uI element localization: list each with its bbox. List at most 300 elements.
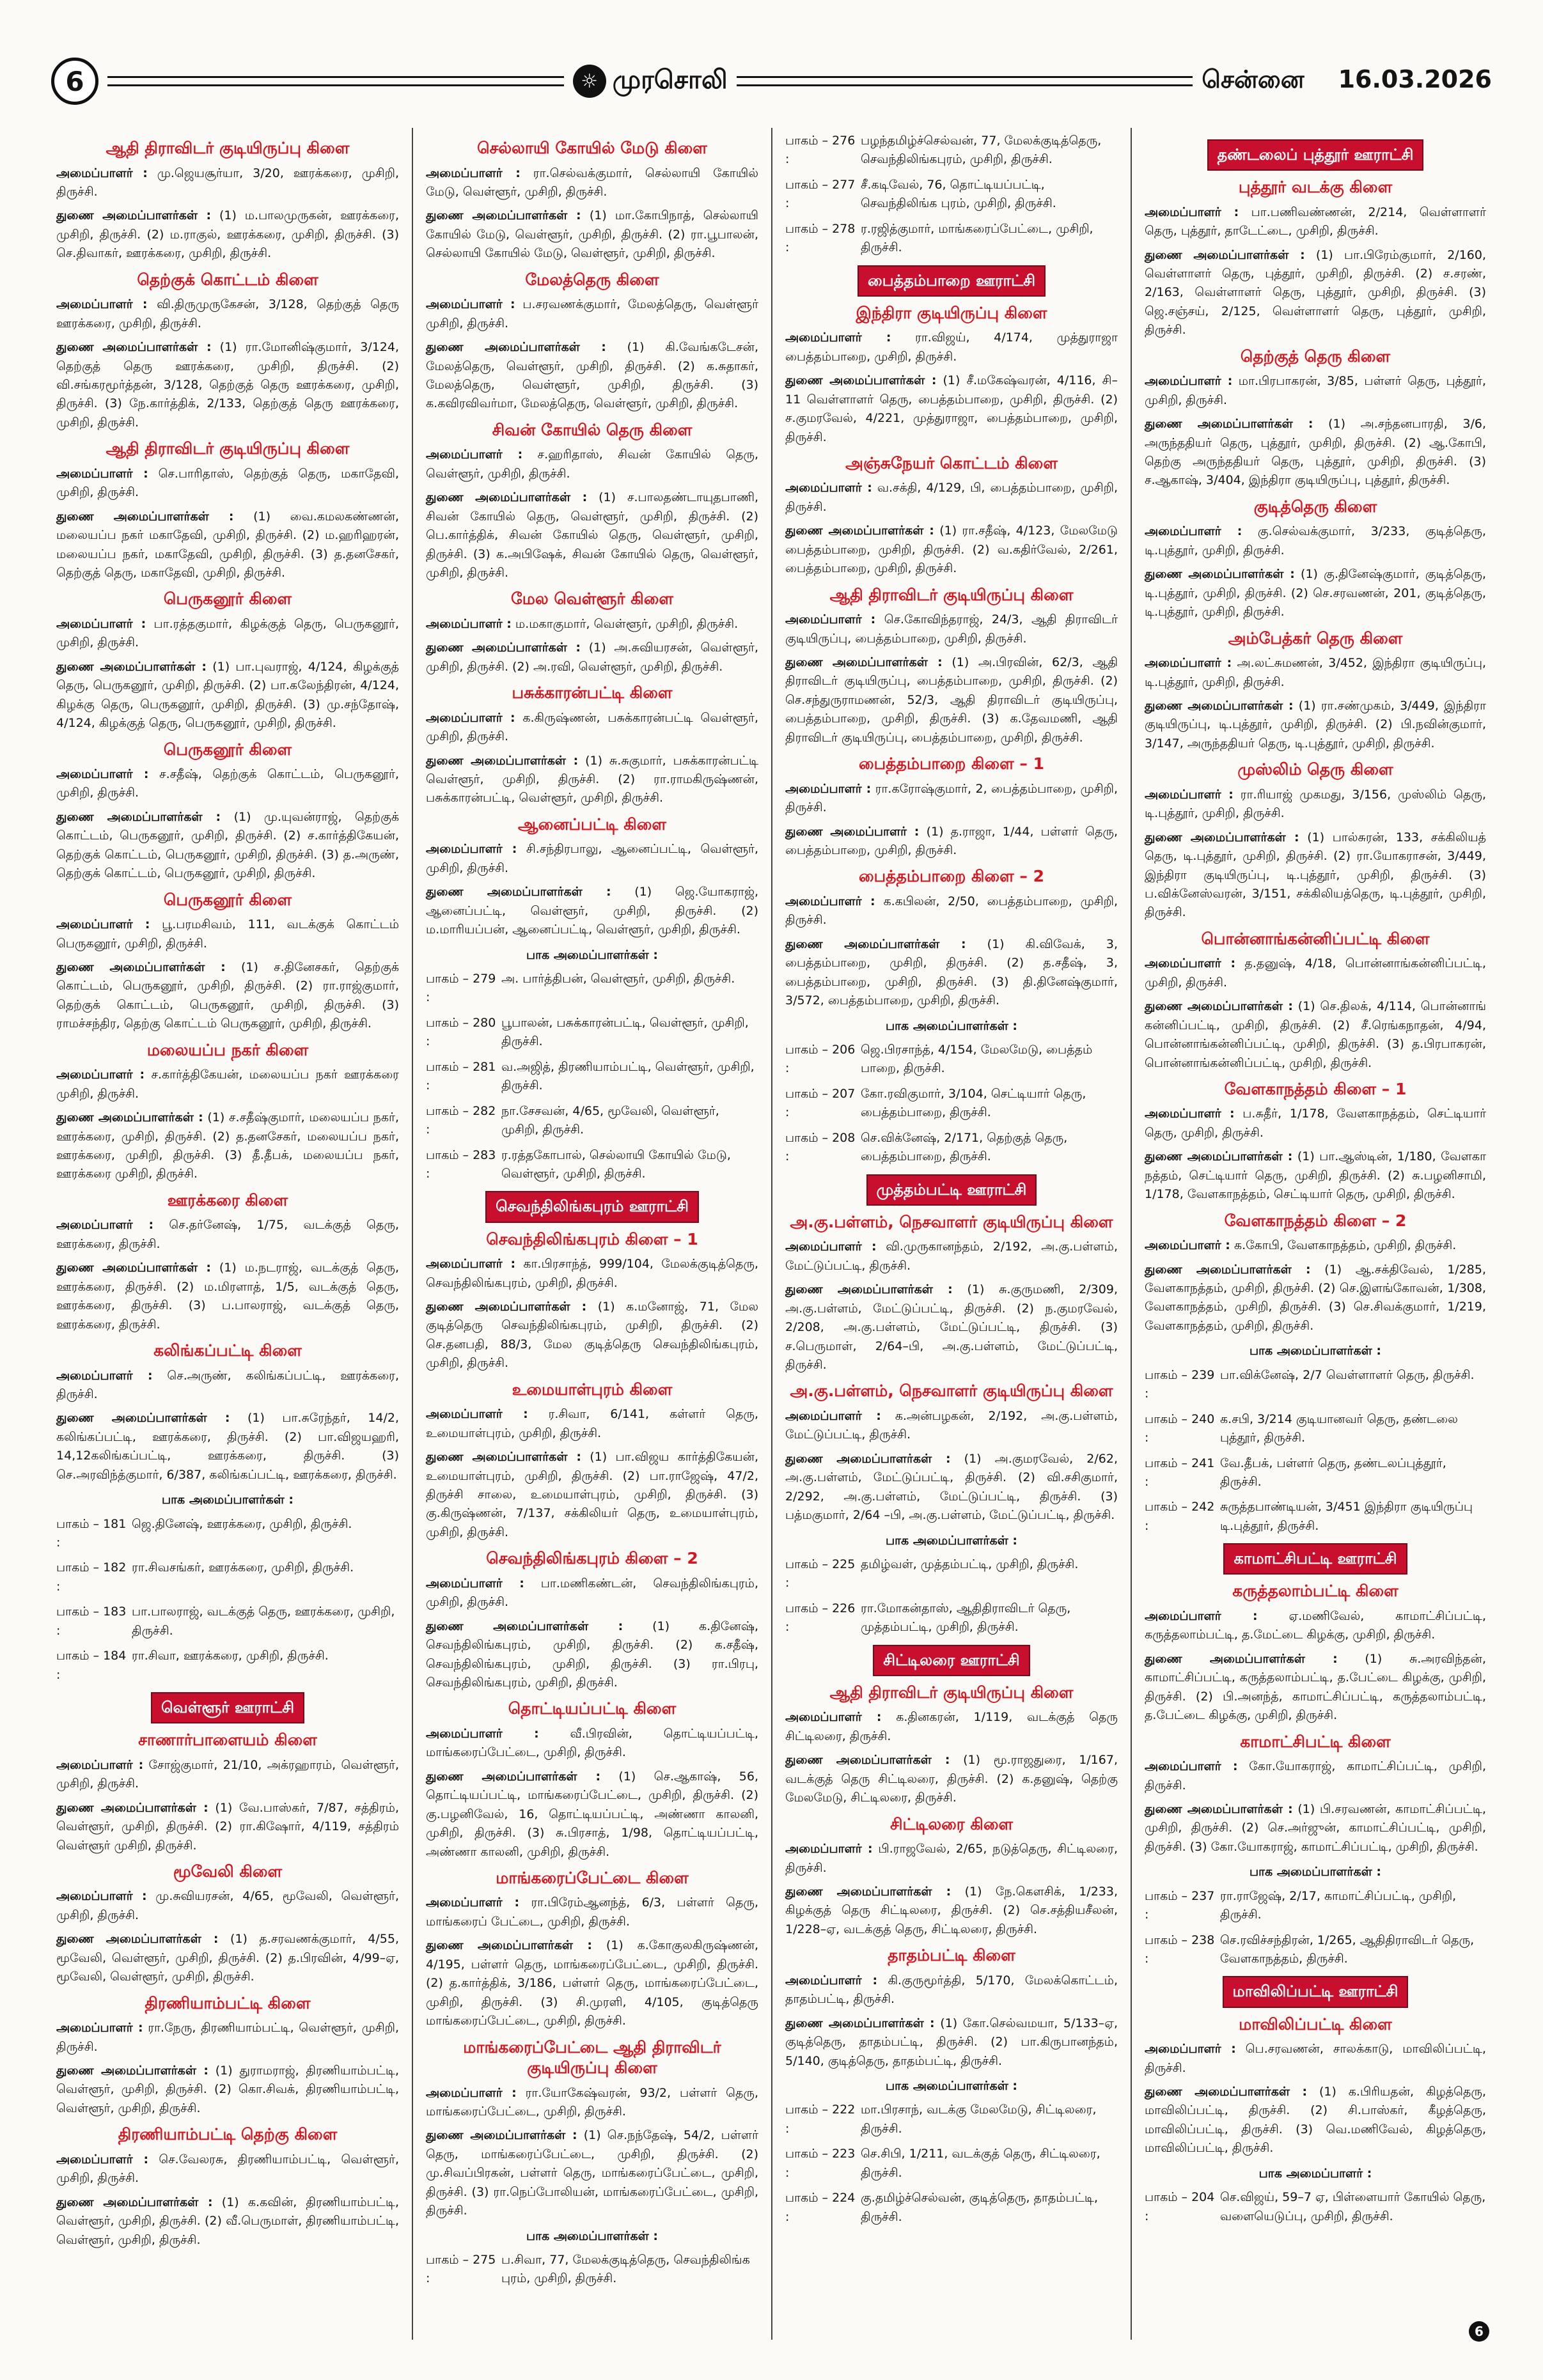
role-label: அமைப்பாளர் : (56, 166, 148, 180)
section-heading: முஸ்லிம் தெரு கிளை (1237, 760, 1393, 779)
role-label: துணை அமைப்பாளர்கள் : (1145, 247, 1305, 262)
member-details: (1) சு.குருமணி, 2/309, அ.கு.பள்ளம், மேட்டுப்பட்டி, திருச்சி. (2) ந.குமரவேல், 2/208, அ.கு.பள்ளம், மேட்டுப்பட்டி, திருச்சி. (3) ச.பெருமாள், 2/64–பி, அ.கு.பள்ளம், மேட்டுப்பட்டி, திருச்சி. (785, 1282, 1118, 1372)
office-bearer-entry (426, 1448, 758, 1542)
member-details: ரா.யோகேஷ்வரன், 93/2, பள்ளர் தெரு, மாங்கரைப்பேட்டை, முசிறி, திருச்சி. (426, 2085, 758, 2119)
section-heading: பைத்தம்பாறை கிளை – 1 (859, 754, 1044, 774)
member-details: வ.சக்தி, 4/129, பி, பைத்தம்பாறை, முசிறி, திருச்சி. (785, 481, 1118, 514)
member-details: செ.அருண், கலிங்கப்பட்டி, ஊரக்கரை, திருச்சி. (56, 1368, 400, 1401)
section-heading: கருத்தலாம்பட்டி கிளை (1232, 1582, 1398, 1601)
role-label: அமைப்பாளர் : (426, 447, 523, 462)
booth-number: பாகம் – 280 : (426, 1015, 496, 1049)
booth-entry (785, 1129, 1118, 1167)
section-heading: ஆனைப்பட்டி கிளை (518, 814, 666, 834)
role-label: அமைப்பாளர் : (426, 297, 515, 312)
office-bearer-entry (785, 371, 1118, 447)
section-heading: குடித்தெரு கிளை (1253, 497, 1377, 516)
panchayat-banner-label: வெள்ளூர் ஊராட்சி (151, 1692, 304, 1723)
member-details: (1) வை.கமலகண்ணன், மலையப்ப நகர் மகாதேவி, முசிறி, திருச்சி. (2) ம.ஹரிஹரன், மலையப்ப நகர், மகாதேவி, முசிறி, திருச்சி. (3) த.தனசேகர், தெற்குத் தெரு, மகாதேவி, முசிறி, திருச்சி. (56, 509, 399, 580)
role-label: அமைப்பாளர் : (1145, 2042, 1236, 2057)
panchayat-banner-label: பைத்தம்பாறை ஊராட்சி (858, 265, 1046, 297)
office-bearer-entry (56, 958, 399, 1034)
office-bearer-entry (1145, 1261, 1486, 1336)
role-label: துணை அமைப்பாளர்கள் : (785, 1282, 953, 1297)
office-bearer-entry (1145, 565, 1486, 621)
member-details: செ.பாரிதாஸ், தெற்குத் தெரு, மகாதேவி, முசிறி, திருச்சி. (56, 466, 399, 500)
member-details: (1) அ.பிரவின், 62/3, ஆதி திராவிடர் குடியிருப்பு, பைத்தம்பாறை, முசிறி, திருச்சி. (2) செ.சந்துருராமணன், 52/3, ஆதி திராவிடர் குடியிருப்பு, பைத்தம்பாறை, முசிறி, திருச்சி. (3) க.தேவமணி, ஆதி திராவிடர் குடியிருப்பு, பைத்தம்பாறை, முசிறி, திருச்சி. (785, 655, 1118, 745)
member-details: (1) மூ.ராஜதுரை, 1/167, வடக்குத் தெரு சிட்டிலரை, திருச்சி. (2) க.தனுஷ், தெற்கு மேலமேடு, சிட்டிலரை, திருச்சி. (785, 1753, 1118, 1805)
role-label: துணை அமைப்பாளர்கள் : (56, 1932, 219, 1947)
member-details: அ.லட்சுமணன், 3/452, இந்திரா குடியிருப்பு, டி.புத்தூர், முசிறி, திருச்சி. (1145, 656, 1486, 689)
office-bearer-entry (785, 1708, 1118, 1746)
section-heading: வேளகாநத்தம் கிளை – 2 (1224, 1211, 1407, 1230)
booth-number: பாகம் – 240 : (1145, 1412, 1215, 1445)
member-details: (1) செ.திலக், 4/114, பொன்னாங் கன்னிப்பட்டி, முசிறி, திருச்சி. (2) சீ.ரெங்கநாதன், 4/94, பொன்னாங்கன்னிப்பட்டி, முசிறி, திருச்சி. (3) த.பிரபாகரன், பொன்னாங்கன்னிப்பட்டி, முசிறி, திருச்சி. (1145, 999, 1487, 1070)
role-label: அமைப்பாளர் : (1145, 374, 1233, 389)
booth-entry (1145, 1887, 1486, 1925)
booth-number: பாகம் – 204 : (1145, 2190, 1215, 2223)
role-label: துணை அமைப்பாளர்கள் : (426, 641, 581, 655)
section-heading: ஆதி திராவிடர் குடியிருப்பு கிளை (106, 139, 350, 157)
office-bearer-entry (426, 1575, 758, 1612)
booth-entry (785, 2101, 1118, 2138)
office-bearer-entry (426, 1255, 758, 1293)
booth-number: பாகம் – 226 : (785, 1601, 856, 1635)
member-details: கோ.யோகராஜ், காமாட்சிப்பட்டி, முசிறி, திருச்சி. (1145, 1759, 1487, 1793)
role-label: அமைப்பாளர் : (785, 1408, 881, 1423)
member-details: (1) ச.சதீஷ்குமார், மலையப்ப நகர், ஊரக்கரை, முசிறி, திருச்சி. (2) த.தனசேகர், மலையப்ப நகர், ஊரக்கரை, முசிறி, திருச்சி. (3) தீ.தீபக், மலையப்ப நகர், ஊரக்கரை முசிறி, திருச்சி. (56, 1110, 399, 1181)
member-details: க.கோபி, வேளகாநத்தம், முசிறி, திருச்சி. (1234, 1238, 1457, 1253)
booth-entry (1145, 1366, 1486, 1404)
booth-entry (785, 176, 1118, 214)
role-label: துணை அமைப்பாளர்கள் : (56, 809, 221, 824)
section-heading: மாங்கரைப்பேட்டை கிளை (496, 1868, 689, 1887)
member-details: வி.திருமுருகேசன், 3/128, தெற்குத் தெரு ஊரக்கரை, முசிறி, திருச்சி. (56, 297, 399, 331)
office-bearer-entry (56, 2193, 399, 2250)
office-bearer-entry (1145, 1757, 1486, 1795)
masthead-rule-left (107, 76, 564, 86)
subheading: பாக அமைப்பாளர்கள் : (1249, 1865, 1381, 1879)
office-bearer-entry (426, 709, 758, 747)
section-heading: மலையப்ப நகர் கிளை (146, 1040, 309, 1059)
booth-agent: கு.தமிழ்ச்செல்வன், குடித்தெரு, தாதம்பட்டி, திருச்சி. (861, 2191, 1098, 2224)
section-heading: கலிங்கப்பட்டி கிளை (153, 1341, 302, 1360)
role-label: துணை அமைப்பாளர்கள் : (56, 340, 212, 355)
member-details: ரா.செல்வக்குமார், செல்லாயி கோயில் மேடு, வெள்ளூர், முசிறி, திருச்சி. (426, 166, 759, 199)
office-bearer-entry (56, 615, 399, 653)
section-heading: ஊரக்கரை கிளை (167, 1190, 288, 1209)
booth-agent: பா.விக்னேஷ், 2/7 வெள்ளாளர் தெரு, திருச்சி. (1220, 1367, 1475, 1382)
booth-entry (426, 1102, 758, 1140)
section-heading: ஆதி திராவிடர் குடியிருப்பு கிளை (106, 439, 350, 458)
booth-entry (426, 1146, 758, 1184)
role-label: அமைப்பாளர் : (1145, 1107, 1235, 1121)
role-label: அமைப்பாளர் : (56, 466, 148, 481)
member-details: (1) பி.சரவணன், காமாட்சிப்பட்டி, முசிறி, திருச்சி. (2) செ.அர்ஜுன், காமாட்சிப்பட்டி, முசிறி, திருச்சி. (3) கோ.யோகராஜ், காமாட்சிப்பட்டி, முசிறி, திருச்சி. (1145, 1801, 1486, 1854)
booth-agent: பூபாலன், பசுக்காரன்பட்டி, வெள்ளூர், முசிறி, திருச்சி. (501, 1015, 749, 1049)
office-bearer-entry (1145, 697, 1486, 753)
office-bearer-entry (785, 329, 1118, 366)
article-columns (52, 128, 1493, 2340)
paper-logo (573, 65, 728, 98)
office-bearer-entry (785, 479, 1118, 517)
role-label: அமைப்பாளர் : (426, 166, 521, 180)
role-label: அமைப்பாளர் : (56, 2152, 149, 2166)
member-details: (1) ஆ.சக்திவேல், 1/285, வேளகாநத்தம், முசிறி, திருச்சி. (2) செ.இளங்கோவன், 1/308, வேளகாநத்தம், முசிறி, திருச்சி. (3) செ.சிவக்குமார், 1/219, வேளகாநத்தம், முசிறி, திருச்சி. (1145, 1262, 1486, 1333)
office-bearer-entry (785, 611, 1118, 648)
office-bearer-entry (426, 164, 758, 202)
booth-number: பாகம் – 207 : (785, 1086, 856, 1120)
section-heading: திரணியாம்பட்டி தெற்கு கிளை (118, 2125, 338, 2144)
role-label: அமைப்பாளர் : (56, 1368, 153, 1383)
booth-number: பாகம் – 225 : (785, 1557, 856, 1591)
role-label: துணை அமைப்பாளர்கள் : (426, 1769, 601, 1784)
office-bearer-entry (1145, 2040, 1486, 2078)
member-details: ரா.ரியாஜ் முகமது, 3/156, முஸ்லிம் தெரு, டி.புத்தூர், முசிறி, திருச்சி. (1145, 787, 1487, 821)
role-label: துணை அமைப்பாளர்கள் : (1145, 999, 1293, 1014)
member-details: சோஜ்குமார், 21/10, அக்ரஹாரம், வெள்ளூர், முசிறி, திருச்சி. (56, 1757, 399, 1791)
office-bearer-entry (426, 338, 758, 414)
role-label: துணை அமைப்பாளர்கள் : (56, 2064, 208, 2078)
booth-number: பாகம் – 281 : (426, 1059, 496, 1093)
member-details: (1) ரா.மோனிஷ்குமார், 3/124, தெற்குத் தெரு ஊரக்கரை, முசிறி, திருச்சி. (2) வி.சங்கரமூர்த்தன், 3/128, தெற்குத் தெரு ஊரக்கரை, முசிறி, திருச்சி. (3) நே.கார்த்திக், 2/133, தெற்குத் தெரு ஊரக்கரை, முசிறி, திருச்சி. (56, 340, 399, 430)
office-bearer-entry (426, 295, 758, 333)
office-bearer-entry (56, 1409, 399, 1484)
member-details: க.அன்பழகன், 2/192, அ.கு.பள்ளம், மேட்டுப்பட்டி, திருச்சி. (785, 1408, 1118, 1442)
section-heading: பைத்தம்பாறை கிளை – 2 (859, 867, 1044, 886)
office-bearer-entry (426, 1298, 758, 1373)
member-details: ரா.கரோஷ்குமார், 2, பைத்தம்பாறை, முசிறி, திருச்சி. (785, 781, 1118, 815)
section-heading: செல்லாயி கோயில் மேடு கிளை (477, 139, 707, 157)
booth-agent: ரா.ராஜேஷ், 2/17, காமாட்சிப்பட்டி, முசிறி, திருச்சி. (1220, 1888, 1457, 1922)
role-label: அமைப்பாளர் : (56, 616, 146, 631)
role-label: துணை அமைப்பாளர்கள் : (56, 509, 234, 524)
role-label: துணை அமைப்பாளர்கள் : (785, 524, 934, 538)
role-label: அமைப்பாளர் : (1145, 956, 1236, 971)
booth-number: பாகம் – 206 : (785, 1043, 856, 1076)
role-label: துணை அமைப்பாளர்கள் : (56, 1110, 203, 1125)
role-label: துணை அமைப்பாளர்கள் : (426, 753, 579, 768)
booth-number: பாகம் – 242 : (1145, 1500, 1215, 1533)
office-bearer-entry (785, 1972, 1118, 2009)
role-label: துணை அமைப்பாளர்கள் : (785, 1884, 952, 1899)
role-label: அமைப்பாளர் : (56, 1757, 144, 1772)
office-bearer-entry (785, 2014, 1118, 2071)
booth-entry (426, 1014, 758, 1052)
masthead-rule-right (737, 76, 1193, 86)
booth-number: பாகம் – 283 : (426, 1147, 496, 1181)
rising-sun-icon: ☼ (573, 65, 606, 98)
member-details: (1) அ.சந்தனபாரதி, 3/6, அருந்ததியர் தெரு, புத்தூர், முசிறி, திருச்சி. (2) ஆ.கோபி, தெற்கு அருந்ததியர் தெரு, புத்தூர், முசிறி, திருச்சி. (3) ச.ஆகாஷ், 3/404, இந்திரா குடியிருப்பு, புத்தூர், திருச்சி. (1145, 417, 1486, 488)
footer-page-number: 6 (1469, 2321, 1489, 2342)
role-label: அமைப்பாளர் : (426, 2085, 517, 2100)
office-bearer-entry (426, 1617, 758, 1693)
office-bearer-entry (56, 164, 399, 202)
office-bearer-entry (1145, 1800, 1486, 1856)
member-details: செ.கோவிந்தராஜ், 24/3, ஆதி திராவிடர் குடியிருப்பு, பைத்தம்பாறை, முசிறி, திருச்சி. (785, 612, 1118, 646)
office-bearer-entry (426, 2084, 758, 2122)
office-bearer-entry (426, 615, 758, 634)
booth-agent: வே.தீபக், பள்ளர் தெரு, தண்டலப்புத்தூர், திருச்சி. (1220, 1456, 1446, 1489)
member-details: (1) க.தினேஷ், செவந்திலிங்கபுரம், முசிறி, திருச்சி. (2) க.சதீஷ், செவந்திலிங்கபுரம், முசிறி, திருச்சி. (3) ரா.பிரபு, செவந்திலிங்கபுரம், முசிறி, திருச்சி. (426, 1619, 759, 1690)
section-heading: தெற்குக் கொட்டம் கிளை (137, 270, 318, 289)
office-bearer-entry (785, 1238, 1118, 1275)
office-bearer-entry (56, 465, 399, 502)
booth-agent: செ.ரவிச்சந்திரன், 1/265, ஆதிதிராவிடர் தெரு, வேளகாநத்தம், திருச்சி. (1220, 1933, 1475, 1966)
office-bearer-entry (1145, 1147, 1486, 1204)
role-label: துணை அமைப்பாளர்கள் : (426, 1619, 623, 1633)
role-label: துணை அமைப்பாளர்கள் : (426, 1299, 587, 1314)
office-bearer-entry (426, 488, 758, 582)
role-label: துணை அமைப்பாளர்கள் : (426, 1450, 581, 1465)
section-heading: அ.கு.பள்ளம், நெசவாளர் குடியிருப்பு கிளை (790, 1212, 1113, 1231)
role-label: அமைப்பாளர் : (426, 1576, 524, 1591)
booth-agent: செ.விஜய், 59–7 ஏ, பிள்ளையார் கோயில் தெரு, வளையெடுப்பு, முசிறி, திருச்சி. (1220, 2190, 1486, 2223)
office-bearer-entry (426, 446, 758, 483)
section-heading: பெருகனூர் கிளை (163, 740, 292, 759)
role-label: துணை அமைப்பாளர்கள் : (56, 2195, 213, 2209)
office-bearer-entry (56, 915, 399, 953)
masthead (51, 59, 1492, 104)
member-details: (1) ம.நடராஜ், வடக்குத் தெரு, ஊரக்கரை, திருச்சி. (2) ம.மிரளாத், 1/5, வடக்குத் தெரு, ஊரக்கரை, திருச்சி. (3) ப.பாலராஜ், வடக்குத் தெரு, ஊரக்கரை, திருச்சி. (56, 1261, 399, 1332)
booth-entry (426, 2251, 758, 2289)
booth-number: பாகம் – 241 : (1145, 1456, 1215, 1489)
section-heading: தொட்டியப்பட்டி கிளை (508, 1699, 677, 1718)
panchayat-banner (785, 265, 1118, 297)
member-details: (1) கோ.செல்வமயா, 5/133–ஏ, குடித்தெரு, தாதம்பட்டி, திருச்சி. (2) பா.கிருபானந்தம், 5/140, குடித்தெரு, தாதம்பட்டி, திருச்சி. (785, 2016, 1118, 2068)
booth-agent: மா.பிரசாந், வடக்கு மேலமேடு, சிட்டிலரை, திருச்சி. (861, 2103, 1097, 2136)
member-details: (1) நே.கௌசிக், 1/233, கிழக்குத் தெரு சிட்டிலரை, திருச்சி. (2) செ.சத்தியசீலன், 1/228–ஏ, வடக்குத் தெரு, சிட்டிலரை, திருச்சி. (785, 1884, 1118, 1936)
role-label: அமைப்பாளர் : (426, 842, 517, 857)
member-details: பி.ராஜவேல், 2/65, நடுத்தெரு, சிட்டிலரை, திருச்சி. (785, 1842, 1118, 1875)
booth-entry (56, 1515, 399, 1553)
member-details: த.தனுஷ், 4/18, பொன்னாங்கன்னிப்பட்டி, முசிறி, திருச்சி. (1145, 956, 1486, 990)
office-bearer-entry (56, 1799, 399, 1855)
role-label: துணை அமைப்பாளர்கள் : (426, 2128, 577, 2143)
role-label: அமைப்பாளர் : (1145, 787, 1234, 802)
office-bearer-entry (785, 1840, 1118, 1878)
member-details: கி.குருமூர்த்தி, 5/170, மேலக்கொட்டம், தாதம்பட்டி, திருச்சி. (785, 1973, 1118, 2007)
role-label: துணை அமைப்பாளர்கள் : (56, 1411, 230, 1426)
booth-agent: செ.சிபி, 1/211, வடக்குத் தெரு, சிட்டிலரை, திருச்சி. (861, 2147, 1100, 2180)
role-label: அமைப்பாளர் : (785, 1710, 882, 1725)
office-bearer-entry (1145, 522, 1486, 560)
office-bearer-entry (56, 508, 399, 583)
member-details: (1) கி.விவேக், 3, பைத்தம்பாறை, முசிறி, திருச்சி. (2) த.சதீஷ், 3, பைத்தம்பாறை, முசிறி, திருச்சி. (3) தி.தினேஷ்குமார், 3/572, பைத்தம்பாறை, முசிறி, திருச்சி. (785, 937, 1118, 1008)
office-bearer-entry (785, 823, 1118, 860)
member-details: (1) சு.சுகுமார், பசுக்காரன்பட்டி வெள்ளூர், முசிறி, திருச்சி. (2) ரா.ராமகிருஷ்ணன், பசுக்காரன்பட்டி, வெள்ளூர், முசிறி, திருச்சி. (426, 753, 759, 805)
member-details: சி.சந்திரபாலு, ஆனைப்பட்டி, வெள்ளூர், முசிறி, திருச்சி. (426, 842, 759, 875)
office-bearer-entry (1145, 954, 1486, 992)
role-label: துணை அமைப்பாளர்கள் : (56, 1261, 212, 1275)
office-bearer-entry (785, 892, 1118, 930)
role-label: துணை அமைப்பாளர்கள் : (1145, 2085, 1308, 2099)
member-details: செ.வேலரசு, திரணியாம்பட்டி, வெள்ளூர், முசிறி, திருச்சி. (56, 2152, 399, 2186)
booth-entry (56, 1559, 399, 1596)
office-bearer-entry (56, 765, 399, 803)
section-heading: மேலத்தெரு கிளை (525, 270, 659, 289)
paper-name: முரசொலி (612, 65, 728, 95)
role-label: அமைப்பாளர் : (1145, 524, 1242, 539)
booth-number: பாகம் – 275 : (426, 2253, 496, 2286)
role-label: அமைப்பாளர் : (426, 1407, 528, 1422)
booth-agent: ஜெ.தினேஷ், ஊரக்கரை, முசிறி, திருச்சி. (132, 1516, 352, 1531)
role-label: அமைப்பாளர் : (56, 917, 150, 932)
booth-entry (785, 1085, 1118, 1123)
section-heading: பெருகனூர் கிளை (163, 589, 292, 609)
member-details: (1) பா.புவராஜ், 4/124, கிழக்குத் தெரு, பெருகனூர், முசிறி, திருச்சி. (2) பா.கலேந்திரன், 4/124, கிழக்கு தெரு, பெருகனூர், முசிறி, திருச்சி. (3) மு.சந்தோஷ், 4/124, கிழக்குத் தெரு, பெருகனூர், முசிறி, திருச்சி. (56, 659, 400, 731)
booth-agent: செ.விக்னேஷ், 2/171, தெற்குத் தெரு, பைத்தம்பாறை, திருச்சி. (861, 1130, 1068, 1164)
section-heading: ஆதி திராவிடர் குடியிருப்பு கிளை (829, 585, 1074, 604)
booth-entry (1145, 2188, 1486, 2226)
booth-agent: பா.பாலராஜ், வடக்குத் தெரு, ஊரக்கரை, முசிறி, திருச்சி. (132, 1605, 395, 1638)
role-label: அமைப்பாளர் : (1145, 656, 1232, 671)
booth-entry (56, 1603, 399, 1640)
member-details: க.கிருஷ்ணன், பசுக்காரன்பட்டி வெள்ளூர், முசிறி, திருச்சி. (426, 710, 758, 744)
role-label: அமைப்பாளர் : (785, 1842, 873, 1856)
member-details: (1) சு.அரவிந்தன், காமாட்சிப்பட்டி, கருத்தலாம்பட்டி, த.பேட்டை கிழக்கு, முசிறி, திருச்சி. (2) பி.அனந்த், காமாட்சிப்பட்டி, கருத்தலாம்பட்டி, த.பேட்டை கிழக்கு, முசிறி, திருச்சி. (1145, 1651, 1486, 1723)
office-bearer-entry (426, 1936, 758, 2030)
member-details: மா.பிரபாகரன், 3/85, பள்ளர் தெரு, புத்தூர், முசிறி, திருச்சி. (1145, 374, 1486, 407)
role-label: அமைப்பாளர் : (785, 481, 872, 495)
panchayat-banner-label: செவந்திலிங்கபுரம் ஊராட்சி (485, 1191, 699, 1222)
office-bearer-entry (785, 653, 1118, 747)
role-label: துணை அமைப்பாளர்கள் : (426, 1938, 593, 1953)
role-label: அமைப்பாளர் : (785, 894, 875, 908)
office-bearer-entry (426, 206, 758, 263)
role-label: அமைப்பாளர் : (785, 781, 872, 796)
member-details: க.கபிலன், 2/50, பைத்தம்பாறை, முசிறி, திருச்சி. (785, 894, 1118, 928)
member-details: ரா.நேரு, திரணியாம்பட்டி, வெள்ளூர், முசிறி, திருச்சி. (56, 2021, 399, 2054)
office-bearer-entry (426, 883, 758, 939)
office-bearer-entry (56, 295, 399, 333)
booth-entry (1145, 1454, 1486, 1492)
panchayat-banner (785, 1174, 1118, 1206)
office-bearer-entry (426, 1405, 758, 1443)
office-bearer-entry (56, 808, 399, 883)
dateline (1202, 65, 1492, 97)
section-heading: மாவிலிப்பட்டி கிளை (1239, 2014, 1392, 2034)
member-details: (1) கி.வேங்கடேசன், மேலத்தெரு, வெள்ளூர், முசிறி, திருச்சி. (2) க.சுதாகர், மேலத்தெரு, வெள்ளூர், முசிறி, திருச்சி. (3) க.கவிரவிவர்மா, மேலத்தெரு, வெள்ளூர், முசிறி, திருச்சி. (426, 340, 758, 411)
section-heading: சிட்டிலரை கிளை (889, 1814, 1014, 1833)
booth-number: பாகம் – 282 : (426, 1103, 496, 1137)
role-label: துணை அமைப்பாளர்கள் : (56, 659, 207, 674)
member-details: (1) த.சரவணக்குமார், 4/55, மூவேலி, வெள்ளூர், முசிறி, திருச்சி. (2) த.பிரவின், 4/99–ஏ, மூவேலி, வெள்ளூர், முசிறி, திருச்சி. (56, 1932, 399, 1984)
section-heading: உமையாள்புரம் கிளை (512, 1380, 673, 1399)
section-heading: பெருகனூர் கிளை (163, 890, 292, 909)
section-heading: ஆதி திராவிடர் குடியிருப்பு கிளை (829, 1683, 1074, 1702)
section-heading: பசுக்காரன்பட்டி கிளை (512, 683, 673, 703)
role-label: துணை அமைப்பாளர்கள் : (426, 208, 581, 223)
role-label: அமைப்பாளர் : (426, 1726, 539, 1741)
role-label: துணை அமைப்பாளர்கள் : (426, 885, 611, 899)
member-details: (1) சீ.மகேஷ்வரன், 4/116, சி–11 வெள்ளாளர் தெரு, பைத்தம்பாறை, முசிறி, திருச்சி. (2) ச.குமரவேல், 4/221, முத்துராஜா, பைத்தம்பாறை, முசிறி, திருச்சி. (785, 373, 1118, 444)
booth-number: பாகம் – 184 : (56, 1649, 127, 1682)
section-heading: சிவன் கோயில் தெரு கிளை (492, 420, 693, 439)
member-details: பா.மணிகண்டன், செவந்திலிங்கபுரம், முசிறி, திருச்சி. (426, 1576, 758, 1610)
office-bearer-entry (56, 1259, 399, 1334)
role-label: அமைப்பாளர் : (56, 1889, 147, 1904)
office-bearer-entry (1145, 1650, 1486, 1725)
office-bearer-entry (785, 1751, 1118, 1807)
member-details: மு.சுவியரசன், 4/65, மூவேலி, வெள்ளூர், முசிறி, திருச்சி. (56, 1889, 399, 1922)
member-details: வி.முருகானந்தம், 2/192, அ.கு.பள்ளம், மேட்டுப்பட்டி, திருச்சி. (785, 1240, 1118, 1273)
column-3 (771, 128, 1131, 2340)
office-bearer-entry (785, 780, 1118, 818)
booth-agent: சுருத்தபாண்டியன், 3/451 இந்திரா குடியிருப்பு டி.புத்தூர், திருச்சி. (1220, 1500, 1473, 1533)
role-label: துணை அமைப்பாளர்கள் : (1145, 1801, 1293, 1816)
office-bearer-entry (56, 338, 399, 432)
role-label: துணை அமைப்பாளர்கள் : (785, 655, 943, 669)
office-bearer-entry (56, 1930, 399, 1986)
booth-number: பாகம் – 239 : (1145, 1367, 1215, 1401)
panchayat-banner-label: காமாட்சிபட்டி ஊராட்சி (1223, 1543, 1407, 1575)
member-details: (1) க.கவின், திரணியாம்பட்டி, வெள்ளூர், முசிறி, திருச்சி. (2) வீ.பெருமாள், திரணியாம்பட்டி, வெள்ளூர், முசிறி, திருச்சி. (56, 2195, 399, 2247)
office-bearer-entry (56, 2151, 399, 2188)
section-heading: அ.கு.பள்ளம், நெசவாளர் குடியிருப்பு கிளை (790, 1381, 1113, 1401)
section-heading: அஞ்சுநேயர் கொட்டம் கிளை (845, 453, 1058, 472)
member-details: செ.தர்னேஷ், 1/75, வடக்குத் தெரு, ஊரக்கரை, திருச்சி. (56, 1218, 399, 1251)
member-details: பா.பணிவண்ணன், 2/214, வெள்ளாளர் தெரு, புத்தூர், தாடேட்டை, முசிறி, திருச்சி. (1145, 205, 1486, 238)
office-bearer-entry (1145, 246, 1486, 340)
role-label: துணை அமைப்பாளர்கள் : (56, 1800, 208, 1815)
booth-agent: சீ.கடிவேல், 76, தொட்டியப்பட்டி, செவந்திலிங்க புரம், முசிறி, திருச்சி. (861, 177, 1056, 211)
booth-agent: ரா.மோகன்தாஸ், ஆதிதிராவிடர் தெரு, முத்தம்பட்டி, முசிறி, திருச்சி. (861, 1601, 1071, 1635)
role-label: துணை அமைப்பாளர்கள் : (1145, 830, 1299, 844)
section-heading: இந்திரா குடியிருப்பு கிளை (856, 303, 1047, 322)
booth-number: பாகம் – 182 : (56, 1560, 127, 1594)
role-label: துணை அமைப்பாளர்கள் : (785, 937, 966, 951)
booth-number: பாகம் – 278 : (785, 221, 856, 255)
role-label: துணை அமைப்பாளர்கள் : (1145, 417, 1313, 432)
role-label: துணை அமைப்பாளர்கள் : (785, 1753, 950, 1768)
booth-entry (785, 1599, 1118, 1637)
member-details: ம.மகாகுமார், வெள்ளூர், முசிறி, திருச்சி. (515, 616, 739, 631)
member-details: ரா.பிரேம்ஆனந்த், 6/3, பள்ளர் தெரு, மாங்கரைப் பேட்டை, முசிறி, திருச்சி. (426, 1895, 758, 1929)
office-bearer-entry (56, 1216, 399, 1254)
role-label: துணை அமைப்பாளர்கள் : (1145, 567, 1295, 582)
office-bearer-entry (785, 1883, 1118, 1939)
panchayat-banner (1145, 1976, 1486, 2007)
role-label: துணை அமைப்பாளர்கள் : (426, 340, 606, 355)
member-details: (1) ச.தினேசகர், தெற்குக் கொட்டம், பெருகனூர், முசிறி, திருச்சி. (2) ரா.ராஜ்குமார், தெற்குக் கொட்டம், பெருகனூர், முசிறி, திருச்சி. (3) ராமச்சந்திர, தெற்கு கொட்டம் பெருகனூர், முசிறி, திருச்சி. (56, 960, 399, 1031)
section-heading: மாங்கரைப்பேட்டை ஆதி திராவிடர் குடியிருப்பு கிளை (463, 2037, 721, 2077)
panchayat-banner-label: சிட்டிலரை ஊராட்சி (873, 1645, 1030, 1676)
booth-agent: நா.சேசவன், 4/65, மூவேலி, வெள்ளூர், முசிறி, திருச்சி. (501, 1103, 719, 1137)
booth-number: பாகம் – 276 : (785, 134, 856, 167)
role-label: அமைப்பாளர் : (426, 616, 512, 631)
member-details: ச.கார்த்திகேயன், மலையப்ப நகர் ஊரக்கரை முசிறி, திருச்சி. (56, 1068, 399, 1101)
booth-number: பாகம் – 181 : (56, 1516, 127, 1550)
role-label: அமைப்பாளர் : (1145, 1238, 1230, 1253)
section-heading: சாணார்பாளையம் கிளை (138, 1731, 317, 1750)
office-bearer-entry (785, 522, 1118, 578)
role-label: துணை அமைப்பாளர்கள் : (56, 960, 226, 974)
role-label: அமைப்பாளர் : (426, 710, 515, 725)
office-bearer-entry (1145, 786, 1486, 823)
role-label: அமைப்பாளர் : (785, 1240, 877, 1254)
booth-agent: ர.ரத்தகோபால், செல்லாயி கோயில் மேடு, வெள்ளூர், முசிறி, திருச்சி. (501, 1147, 731, 1181)
booth-number: பாகம் – 223 : (785, 2147, 856, 2180)
booth-entry (1145, 1410, 1486, 1448)
section-heading: மூவேலி கிளை (173, 1862, 283, 1881)
role-label: துணை அமைப்பாளர் : (785, 824, 920, 839)
office-bearer-entry (426, 1768, 758, 1862)
office-bearer-entry (1145, 1105, 1486, 1142)
booth-agent: கோ.ரவிகுமார், 3/104, செட்டியார் தெரு, பைத்தம்பாறை, திருச்சி. (861, 1086, 1086, 1120)
office-bearer-entry (1145, 1236, 1486, 1255)
office-bearer-entry (785, 1450, 1118, 1525)
section-heading: தெற்குத் தெரு கிளை (1240, 346, 1391, 366)
